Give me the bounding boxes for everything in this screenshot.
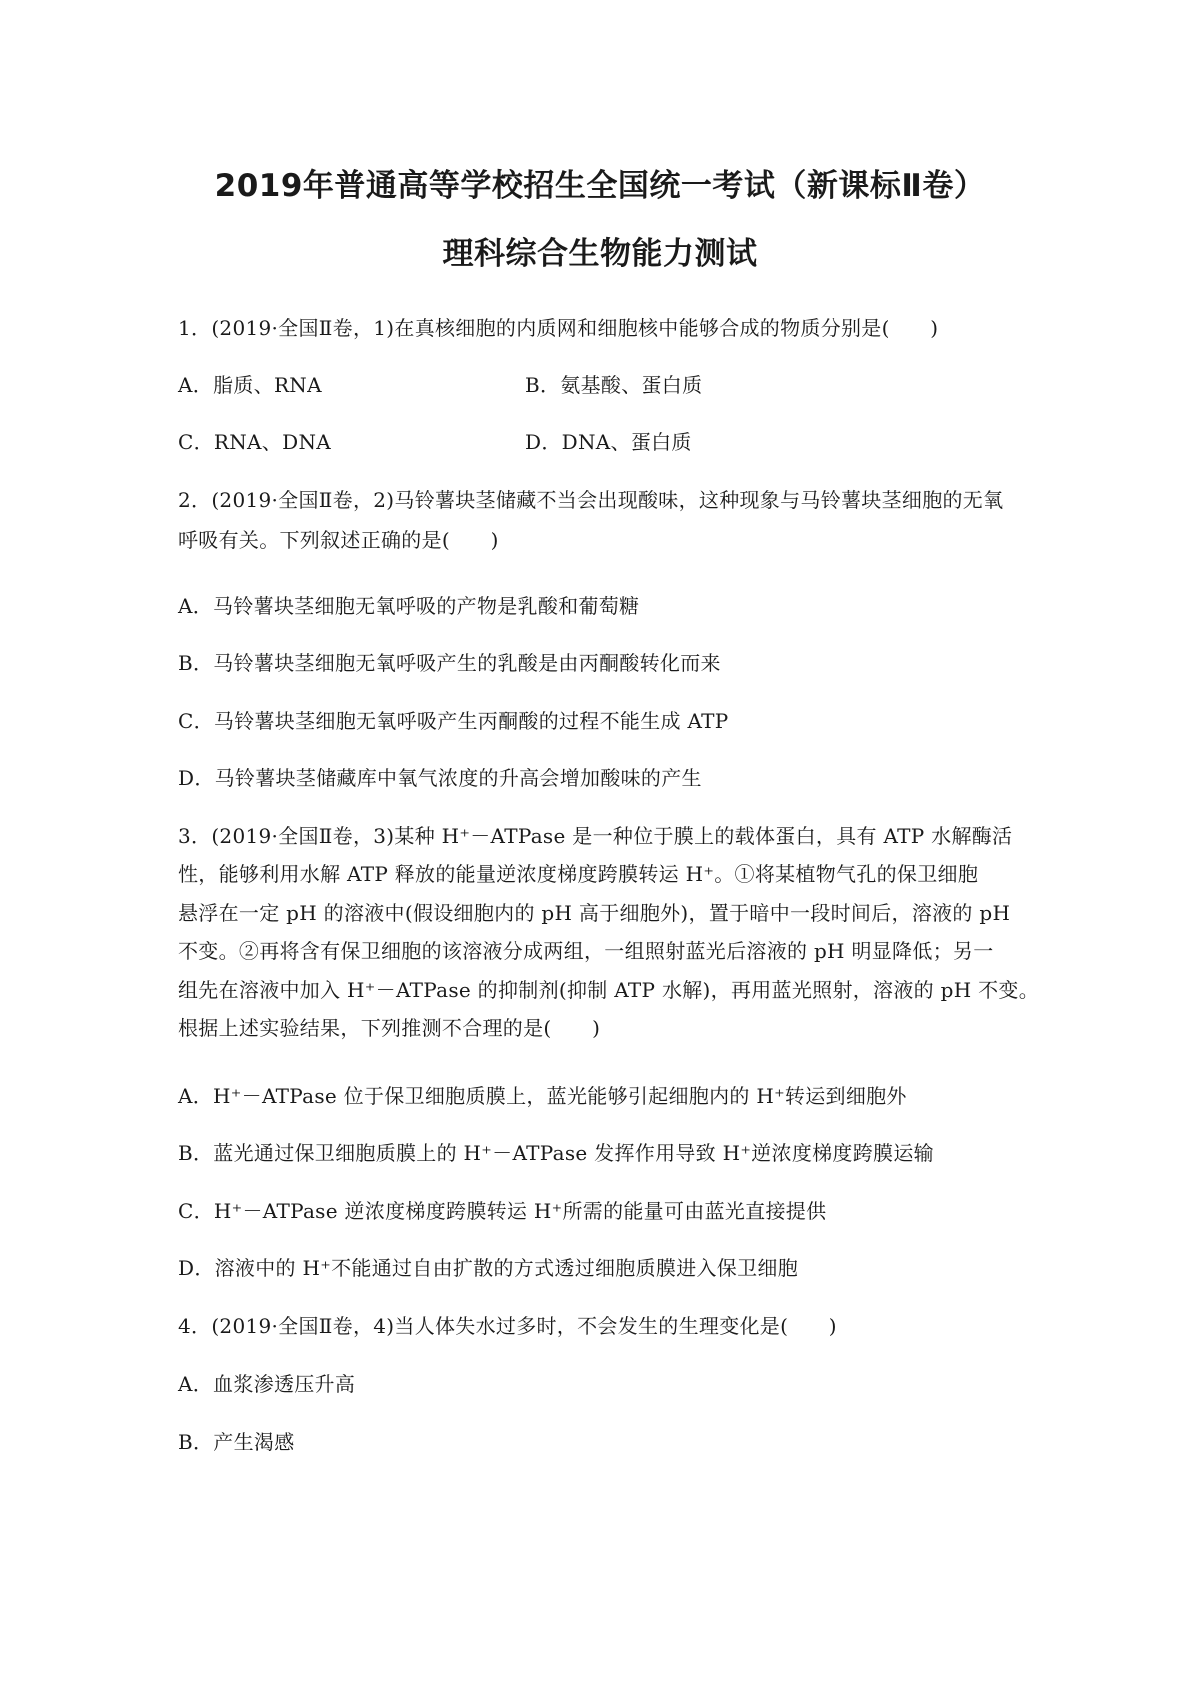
question-3-stem-line-1: 3．(2019·全国Ⅱ卷，3)某种 H⁺－ATPase 是一种位于膜上的载体蛋白，具有 ATP 水解酶活 bbox=[178, 824, 1013, 848]
question-4-option-a: A．血浆渗透压升高 bbox=[178, 1372, 356, 1396]
question-3-stem-line-5: 组先在溶液中加入 H⁺－ATPase 的抑制剂(抑制 ATP 水解)，再用蓝光照射，溶液的 pH 不变。 bbox=[178, 978, 1040, 1002]
question-1-stem: 1．(2019·全国Ⅱ卷，1)在真核细胞的内质网和细胞核中能够合成的物质分别是( ) bbox=[178, 316, 939, 340]
question-3-option-d: D．溶液中的 H⁺不能通过自由扩散的方式透过细胞质膜进入保卫细胞 bbox=[178, 1256, 798, 1280]
question-3-option-c: C．H⁺－ATPase 逆浓度梯度跨膜转运 H⁺所需的能量可由蓝光直接提供 bbox=[178, 1199, 827, 1223]
question-3-stem-line-3: 悬浮在一定 pH 的溶液中(假设细胞内的 pH 高于细胞外)，置于暗中一段时间后，溶液的 pH bbox=[178, 901, 1011, 925]
question-1-option-d: D．DNA、蛋白质 bbox=[525, 430, 692, 454]
question-3-stem-line-2: 性，能够利用水解 ATP 释放的能量逆浓度梯度跨膜转运 H⁺。①将某植物气孔的保卫细胞 bbox=[178, 862, 979, 886]
question-3-stem-line-6: 根据上述实验结果，下列推测不合理的是( ) bbox=[178, 1016, 601, 1040]
question-2-option-b: B．马铃薯块茎细胞无氧呼吸产生的乳酸是由丙酮酸转化而来 bbox=[178, 651, 721, 675]
question-2-option-d: D．马铃薯块茎储藏库中氧气浓度的升高会增加酸味的产生 bbox=[178, 766, 702, 790]
question-4-option-b: B．产生渴感 bbox=[178, 1430, 295, 1454]
question-3-option-a: A．H⁺－ATPase 位于保卫细胞质膜上，蓝光能够引起细胞内的 H⁺转运到细胞外 bbox=[178, 1084, 907, 1108]
question-1-option-c: C．RNA、DNA bbox=[178, 430, 331, 454]
question-2-option-a: A．马铃薯块茎细胞无氧呼吸的产物是乳酸和葡萄糖 bbox=[178, 594, 640, 618]
question-1-option-a: A．脂质、RNA bbox=[178, 373, 322, 397]
question-3-stem-line-4: 不变。②再将含有保卫细胞的该溶液分成两组，一组照射蓝光后溶液的 pH 明显降低；另一 bbox=[178, 939, 994, 963]
question-1-option-b: B．氨基酸、蛋白质 bbox=[525, 373, 703, 397]
question-3-option-b: B．蓝光通过保卫细胞质膜上的 H⁺－ATPase 发挥作用导致 H⁺逆浓度梯度跨膜运输 bbox=[178, 1141, 934, 1165]
question-2-stem-line-1: 2．(2019·全国Ⅱ卷，2)马铃薯块茎储藏不当会出现酸味，这种现象与马铃薯块茎细胞的无氧 bbox=[178, 488, 1004, 512]
exam-subtitle: 理科综合生物能力测试 bbox=[442, 236, 758, 272]
exam-title: 2019年普通高等学校招生全国统一考试（新课标Ⅱ卷） bbox=[214, 168, 986, 204]
question-4-stem: 4．(2019·全国Ⅱ卷，4)当人体失水过多时，不会发生的生理变化是( ) bbox=[178, 1314, 837, 1338]
question-2-stem-line-2: 呼吸有关。下列叙述正确的是( ) bbox=[178, 528, 499, 552]
question-2-option-c: C．马铃薯块茎细胞无氧呼吸产生丙酮酸的过程不能生成 ATP bbox=[178, 709, 729, 733]
